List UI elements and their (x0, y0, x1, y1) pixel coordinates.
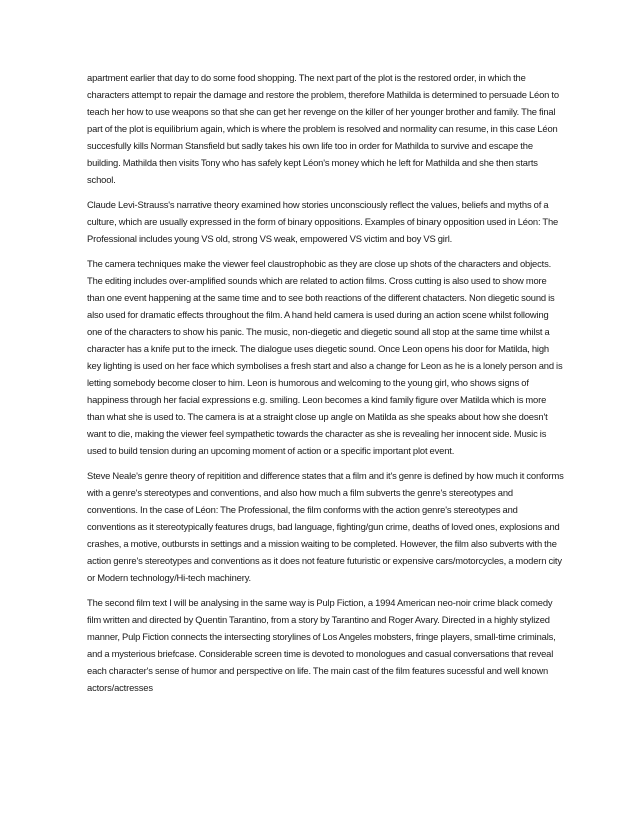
document-body (87, 69, 565, 704)
paragraph-neale-genre-theory: Steve Neale's genre theory of repitition and difference states that a film and it's genre is defined by how much it conforms with a genre's stereotypes and conventions, and also how much a film subverts the genre's stereotypes and conventions. In the case of Léon: The Professional, the film conforms with the action genre's stereotypes and conventions as it stereotypically features drugs, bad language, fighting/gun crime, deaths of loved ones, explosions and crashes, a motive, outbursts in settings and a mission waiting to be completed. However, the film also subverts with the action genre's stereotypes and conventions as it does not feature futuristic or expensive cars/motorcycles, a modern city or Modern technology/Hi-tech machinery. (87, 470, 564, 583)
paragraph-camera-techniques: The camera techniques make the viewer feel claustrophobic as they are close up shots of the characters and objects. The editing includes over-amplified sounds which are related to action films. Cross cutting is also used to show more than one event happening at the same time and to see both reactions of the different chatacters. Non diegetic sound is also used for dramatic effects throughout the film. A hand held camera is used during an action scene whilst following one of the characters to show his panic. The music, non-diegetic and diegetic sound all stop at the same time whilst a character has a knife put to the irneck. The dialogue uses diegetic sound. Once Leon opens his door for Matilda, high key lighting is used on her face which symbolises a fresh start and also a change for Leon as he is a lonely person and is letting somebody become closer to him. Leon is humorous and welcoming to the young girl, who shows signs of happiness through her facial expressions e.g. smiling. Leon becomes a kind family figure over Matilda which is more than what she is used to. The camera is at a straight close up angle on Matilda as she speaks about how she doesn't want to die, making the viewer feel sympathetic towards the character as she is revealing her innocent side. Music is used to build tension during an upcoming moment of action or a specific important plot event. (87, 258, 563, 456)
paragraph-plot-summary: apartment earlier that day to do some food shopping. The next part of the plot is the restored order, in which the characters attempt to repair the damage and restore the problem, therefore Mathilda is determined to persuade Léon to teach her how to use weapons so that she can get her revenge on the killer of her younger brother and family. The final part of the plot is equilibrium again, which is where the problem is resolved and normality can resume, in this case Léon succesfully kills Norman Stansfield but sadly takes his own life too in order for Mathilda to survive and escape the building. Mathilda then visits Tony who has safely kept Léon's money which he left for Mathilda and she then starts school. (87, 72, 559, 185)
paragraph-pulp-fiction: The second film text I will be analysing in the same way is Pulp Fiction, a 1994 American neo-noir crime black comedy film written and directed by Quentin Tarantino, from a story by Tarantino and Roger Avary. Directed in a highly stylized manner, Pulp Fiction connects the intersecting storylines of Los Angeles mobsters, fringe players, small-time criminals, and a mysterious briefcase. Considerable screen time is devoted to monologues and casual conversations that reveal each character's sense of humor and perspective on life. The main cast of the film features sucessful and well known actors/actresses (87, 597, 556, 693)
paragraph-levi-strauss: Claude Levi-Strauss's narrative theory examined how stories unconsciously reflect the values, beliefs and myths of a culture, which are usually expressed in the form of binary oppositions. Examples of binary opposition used in Léon: The Professional includes young VS old, strong VS weak, empowered VS victim and boy VS girl. (87, 199, 559, 244)
